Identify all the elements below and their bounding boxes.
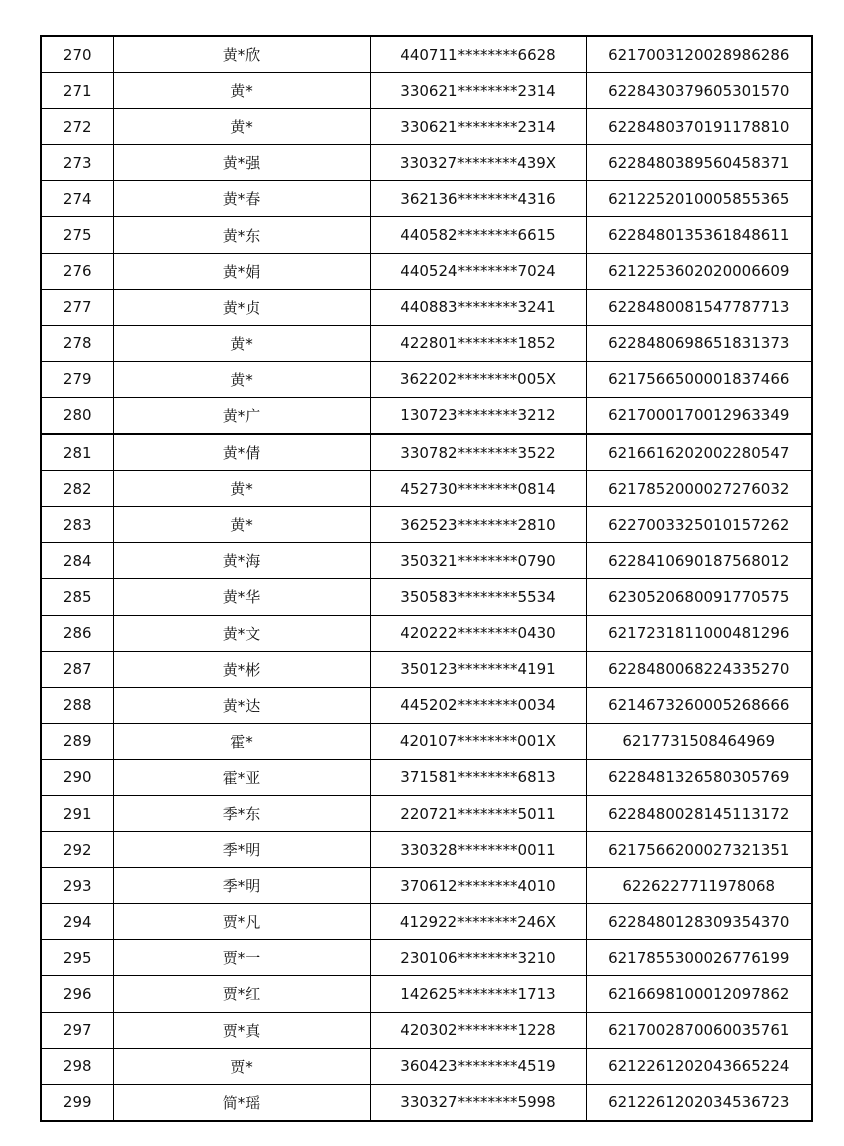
name-cell: 黄* (113, 73, 370, 109)
table-row (41, 1084, 812, 1121)
bank-card-cell: 6212252010005855365 (586, 181, 812, 217)
row-number-cell: 287 (41, 651, 113, 687)
table-row (41, 434, 812, 471)
bank-card-cell: 6212261202034536723 (586, 1084, 812, 1121)
name-cell: 黄* (113, 507, 370, 543)
row-number-cell: 291 (41, 795, 113, 831)
id-number-cell: 330621********2314 (370, 109, 586, 145)
table-row (41, 253, 812, 289)
bank-card-cell: 6230520680091770575 (586, 579, 812, 615)
bank-card-cell: 6228480028145113172 (586, 795, 812, 831)
table-row (41, 904, 812, 940)
table-row (41, 145, 812, 181)
id-number-cell: 440582********6615 (370, 217, 586, 253)
table-row (41, 1048, 812, 1084)
bank-card-cell: 6217566500001837466 (586, 361, 812, 397)
name-cell: 贾*真 (113, 1012, 370, 1048)
id-number-cell: 420302********1228 (370, 1012, 586, 1048)
name-cell: 黄* (113, 361, 370, 397)
bank-card-cell: 6217852000027276032 (586, 471, 812, 507)
row-number-cell: 275 (41, 217, 113, 253)
id-number-cell: 142625********1713 (370, 976, 586, 1012)
name-cell: 黄*彬 (113, 651, 370, 687)
bank-card-cell: 6228480389560458371 (586, 145, 812, 181)
row-number-cell: 277 (41, 289, 113, 325)
name-cell: 贾*凡 (113, 904, 370, 940)
name-cell: 黄* (113, 325, 370, 361)
table-row (41, 471, 812, 507)
bank-card-cell: 6217855300026776199 (586, 940, 812, 976)
row-number-cell: 292 (41, 832, 113, 868)
bank-card-cell: 6212261202043665224 (586, 1048, 812, 1084)
id-number-cell: 422801********1852 (370, 325, 586, 361)
bank-card-cell: 6228430379605301570 (586, 73, 812, 109)
table-row (41, 181, 812, 217)
bank-card-cell: 6212253602020006609 (586, 253, 812, 289)
name-cell: 黄* (113, 471, 370, 507)
row-number-cell: 293 (41, 868, 113, 904)
bank-card-cell: 6217003120028986286 (586, 36, 812, 73)
bank-card-cell: 6217231811000481296 (586, 615, 812, 651)
table-row (41, 940, 812, 976)
name-cell: 黄*强 (113, 145, 370, 181)
bank-card-cell: 6228480081547787713 (586, 289, 812, 325)
bank-card-cell: 6228480128309354370 (586, 904, 812, 940)
row-number-cell: 280 (41, 397, 113, 434)
table-row (41, 217, 812, 253)
id-number-cell: 230106********3210 (370, 940, 586, 976)
id-number-cell: 420222********0430 (370, 615, 586, 651)
bank-card-cell: 6226227711978068 (586, 868, 812, 904)
bank-card-cell: 6228480135361848611 (586, 217, 812, 253)
row-number-cell: 295 (41, 940, 113, 976)
name-cell: 黄*广 (113, 397, 370, 434)
name-cell: 贾*一 (113, 940, 370, 976)
name-cell: 黄*东 (113, 217, 370, 253)
table-row (41, 868, 812, 904)
name-cell: 黄*欣 (113, 36, 370, 73)
recipient-table (40, 35, 813, 1122)
row-number-cell: 296 (41, 976, 113, 1012)
table-row (41, 109, 812, 145)
id-number-cell: 440711********6628 (370, 36, 586, 73)
bank-card-cell: 6228480068224335270 (586, 651, 812, 687)
table-row (41, 325, 812, 361)
name-cell: 季*明 (113, 868, 370, 904)
id-number-cell: 362136********4316 (370, 181, 586, 217)
row-number-cell: 289 (41, 723, 113, 759)
table-row (41, 759, 812, 795)
id-number-cell: 371581********6813 (370, 759, 586, 795)
table-row (41, 36, 812, 73)
row-number-cell: 281 (41, 434, 113, 471)
row-number-cell: 299 (41, 1084, 113, 1121)
table-row (41, 615, 812, 651)
table-row (41, 543, 812, 579)
name-cell: 黄*娟 (113, 253, 370, 289)
name-cell: 黄*倩 (113, 434, 370, 471)
id-number-cell: 440883********3241 (370, 289, 586, 325)
id-number-cell: 330782********3522 (370, 434, 586, 471)
bank-card-cell: 6216698100012097862 (586, 976, 812, 1012)
row-number-cell: 284 (41, 543, 113, 579)
name-cell: 季*东 (113, 795, 370, 831)
id-number-cell: 130723********3212 (370, 397, 586, 434)
bank-card-cell: 6217000170012963349 (586, 397, 812, 434)
row-number-cell: 288 (41, 687, 113, 723)
row-number-cell: 290 (41, 759, 113, 795)
row-number-cell: 270 (41, 36, 113, 73)
bank-card-cell: 6217731508464969 (586, 723, 812, 759)
name-cell: 简*瑶 (113, 1084, 370, 1121)
id-number-cell: 370612********4010 (370, 868, 586, 904)
row-number-cell: 272 (41, 109, 113, 145)
row-number-cell: 294 (41, 904, 113, 940)
table-row (41, 289, 812, 325)
row-number-cell: 298 (41, 1048, 113, 1084)
name-cell: 黄*华 (113, 579, 370, 615)
table-row (41, 579, 812, 615)
row-number-cell: 297 (41, 1012, 113, 1048)
id-number-cell: 350321********0790 (370, 543, 586, 579)
name-cell: 季*明 (113, 832, 370, 868)
name-cell: 黄*海 (113, 543, 370, 579)
row-number-cell: 283 (41, 507, 113, 543)
row-number-cell: 271 (41, 73, 113, 109)
bank-card-cell: 6228480698651831373 (586, 325, 812, 361)
id-number-cell: 360423********4519 (370, 1048, 586, 1084)
table-row (41, 1012, 812, 1048)
row-number-cell: 282 (41, 471, 113, 507)
row-number-cell: 273 (41, 145, 113, 181)
id-number-cell: 452730********0814 (370, 471, 586, 507)
name-cell: 黄*春 (113, 181, 370, 217)
bank-card-cell: 6228410690187568012 (586, 543, 812, 579)
name-cell: 黄*贞 (113, 289, 370, 325)
table-row (41, 723, 812, 759)
id-number-cell: 330327********439X (370, 145, 586, 181)
row-number-cell: 286 (41, 615, 113, 651)
bank-card-cell: 6227003325010157262 (586, 507, 812, 543)
row-number-cell: 278 (41, 325, 113, 361)
table-row (41, 832, 812, 868)
row-number-cell: 285 (41, 579, 113, 615)
table-row (41, 687, 812, 723)
row-number-cell: 279 (41, 361, 113, 397)
id-number-cell: 330328********0011 (370, 832, 586, 868)
id-number-cell: 330621********2314 (370, 73, 586, 109)
table-row (41, 651, 812, 687)
id-number-cell: 220721********5011 (370, 795, 586, 831)
bank-card-cell: 6217566200027321351 (586, 832, 812, 868)
name-cell: 黄*达 (113, 687, 370, 723)
bank-card-cell: 6214673260005268666 (586, 687, 812, 723)
name-cell: 霍* (113, 723, 370, 759)
table-row (41, 795, 812, 831)
name-cell: 贾*红 (113, 976, 370, 1012)
bank-card-cell: 6217002870060035761 (586, 1012, 812, 1048)
id-number-cell: 350583********5534 (370, 579, 586, 615)
id-number-cell: 412922********246X (370, 904, 586, 940)
id-number-cell: 440524********7024 (370, 253, 586, 289)
table-row (41, 73, 812, 109)
id-number-cell: 362202********005X (370, 361, 586, 397)
name-cell: 霍*亚 (113, 759, 370, 795)
id-number-cell: 350123********4191 (370, 651, 586, 687)
row-number-cell: 274 (41, 181, 113, 217)
row-number-cell: 276 (41, 253, 113, 289)
bank-card-cell: 6216616202002280547 (586, 434, 812, 471)
name-cell: 黄* (113, 109, 370, 145)
id-number-cell: 445202********0034 (370, 687, 586, 723)
name-cell: 贾* (113, 1048, 370, 1084)
table-row (41, 507, 812, 543)
id-number-cell: 330327********5998 (370, 1084, 586, 1121)
id-number-cell: 362523********2810 (370, 507, 586, 543)
name-cell: 黄*文 (113, 615, 370, 651)
bank-card-cell: 6228481326580305769 (586, 759, 812, 795)
table-row (41, 361, 812, 397)
table-row (41, 976, 812, 1012)
id-number-cell: 420107********001X (370, 723, 586, 759)
table-body (41, 36, 812, 1121)
bank-card-cell: 6228480370191178810 (586, 109, 812, 145)
table-row (41, 397, 812, 434)
